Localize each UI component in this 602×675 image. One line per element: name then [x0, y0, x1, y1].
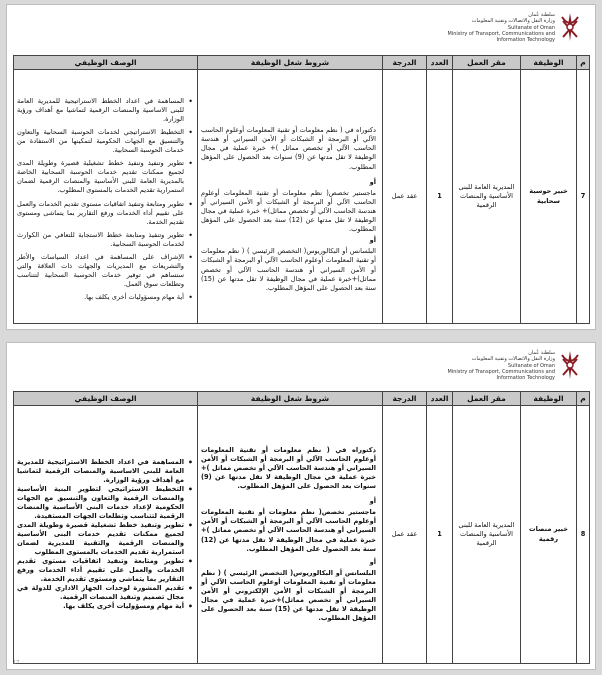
header-num: م	[577, 56, 590, 70]
job-title: خبير منصات رقمية	[521, 406, 577, 664]
oman-emblem-icon	[559, 349, 581, 383]
duties-list	[17, 97, 193, 303]
job-grade: عقد عمل	[383, 70, 427, 324]
job-number: 7	[577, 70, 590, 324]
document-page	[6, 342, 596, 670]
header-count: العدد	[427, 392, 453, 406]
list-item: • أية مهام ومسؤوليات أخرى يكلف بها.	[17, 293, 193, 302]
list-item: • المساهمة في اعداد الخطط الاستراتيجية للمديرية العامة للبنى الاساسية والمنصات الرقمية لتماشيا مع أهداف ورؤية الوزارة.	[17, 97, 193, 124]
list-item: • أية مهام ومسؤوليات أخرى يكلف بها.	[17, 602, 193, 611]
header-place: مقر العمل	[453, 56, 521, 70]
or-separator: أو	[369, 557, 376, 566]
table-header-row	[14, 56, 590, 70]
header-count: العدد	[427, 56, 453, 70]
ministry-logo	[331, 349, 581, 385]
page-number: 17	[13, 660, 20, 666]
job-conditions	[198, 406, 383, 664]
duties-list	[17, 458, 193, 611]
header-conditions: شروط شغل الوظيفة	[198, 56, 383, 70]
list-item: • تطوير ومتابعة وتنفيذ اتفاقيات مستوى تقديم الخدمات والعمل على تقييم أداء الخدمات ورفع التقارير بما يتماشى ومستوى تقديم الخدمة.	[17, 200, 193, 227]
or-separator: أو	[369, 497, 376, 506]
job-duties	[14, 406, 198, 664]
condition-bachelors: البلسانس أو البكالوريوس( التخصص الرئيسي ) ( نظم معلومات أو تقنية المعلومات أوعلوم الحاسب الآلي أو البرمجة أو الشبكات أو الأمن الإلكتروني أو الأمن السيراني أو تخصص مماثل)+خبرة عملية في مجال الوظيفة لا تقل مدتها عن (15) سنة بعد الحصول على المؤهل المطلوب.	[201, 568, 376, 623]
table-row	[14, 70, 590, 324]
condition-doctorate: دكتوراه في ( نظم معلومات أو تقنية المعلومات أوعلوم الحاسب الآلي أو البرمجة أو الشبكات أو الأمن السيراني أو هندسة الحاسب الآلي أو تخصص مماثل )+ خبرة عملية في مجال الوظيفة لا تقل مدتها عن (9) سنوات بعد الحصول على المؤهل المطلوب.	[201, 445, 376, 491]
condition-masters: ماجستير تخصص( نظم معلومات أو تقنية المعلومات أوعلوم الحاسب الآلي أو البرمجة أو الشبكات أو الأمن السيراني أو هندسة الحاسب الآلي أو تخصص مماثل )+ خبرة عملية في مجال الوظيفة لا تقل مدتها عن (12) سنة بعد الحصول على المؤهل المطلوب.	[201, 508, 376, 553]
page-header	[7, 343, 595, 387]
job-count: 1	[427, 406, 453, 664]
job-place: المديرية العامة للبنى الأساسية والمنصات الرقمية	[453, 70, 521, 324]
ministry-name-arabic: سلطنة عُمان وزارة النقل والاتصالات وتقنية المعلومات	[471, 350, 555, 363]
list-item: • تطوير وتنفيذ وتنفيذ خطط تشغيلية قصيرة وطويلة المدى لجميع ممكنات تقديم خدمات الحوسبة السحابية الخاصة بالمديرية العامة للبنى الأساسية والمنصات الرقمية لضمان استمرارية تقديم الخدمات بالمستوى المطلوب.	[17, 159, 193, 195]
list-item: • تطوير وتنفيذ خطط تشغيلية قصيرة وطويلة المدى لجميع ممكنات تقديم خدمات البنى الأساسية والمنصات الرقمية والتقنية للمديرية لضمان استمرارية تقديم الخدمات بالمستوى المطلوب	[17, 521, 193, 557]
list-item: • تقديم المشورة لوحدات الجهاز الاداري للدولة في مجال تصميم وتنفيذ المنصات الرقمية.	[17, 584, 193, 602]
condition-doctorate: دكتوراه في ( نظم معلومات أو تقنية المعلومات أوعلوم الحاسب الآلي أو البرمجة أو الشبكات أو الأمن السيراني أو هندسة الحاسب الآلي أو تخصص مماثل )+ خبرة عملية في مجال الوظيفة لا تقل مدتها عن (9) سنوات بعد الحصول على المؤهل المطلوب.	[201, 126, 376, 171]
list-item: • الإشراف على المساهمة في اعداد السياسات والأطر والتشريعات مع المديريات والجهات ذات العلاقة والتي ستساهم في توفير خدمات الحوسبة السحابية لتتناسب وتطلعات سوق العمل.	[17, 253, 193, 289]
document-page	[6, 4, 596, 330]
ministry-logo	[331, 11, 581, 47]
list-item: • تطوير وتنفيذ ومتابعة خطط الاستجابة للتعافي من الكوارث لخدمات الحوسبة السحابية.	[17, 231, 193, 249]
header-grade: الدرجة	[383, 56, 427, 70]
header-grade: الدرجة	[383, 392, 427, 406]
header-conditions: شروط شغل الوظيفة	[198, 392, 383, 406]
list-item: • التخطيط الاستراتيجي لخدمات الحوسبة السحابية والتعاون والتنسيق مع الجهات الحكومية لتمكينها من الاستفادة من خدمات الحوسبة السحابية.	[17, 128, 193, 155]
jobs-table	[13, 391, 590, 664]
ministry-name-english: Sultanate of Oman Ministry of Transport, Communications and Information Technology	[447, 362, 555, 382]
condition-bachelors: البلسانس أو البكالوريوس( التخصص الرئيسي ) ( نظم معلومات أو تقنية المعلومات أوعلوم الحاسب الآلي أو البرمجة أو الشبكات أو الأمن السيراني أو هندسة الحاسب الآلي أو تخصص مماثل)+خبرة عملية في مجال الوظيفة لا تقل مدتها عن (15) سنة بعد الحصول على المؤهل المطلوب.	[201, 247, 376, 292]
jobs-table	[13, 55, 590, 324]
job-duties	[14, 70, 198, 324]
job-count: 1	[427, 70, 453, 324]
page-header	[7, 5, 595, 49]
header-num: م	[577, 392, 590, 406]
ministry-name	[375, 350, 555, 381]
ministry-name-arabic: سلطنة عُمان وزارة النقل والاتصالات وتقنية المعلومات	[471, 12, 555, 25]
header-place: مقر العمل	[453, 392, 521, 406]
list-item: • تطوير ومتابعة وتنفيذ اتفاقيات مستوى تقديم الخدمات والعمل على تقييم أداء الخدمات ورفع التقارير بما يتماشى ومستوى تقديم الخدمة.	[17, 557, 193, 584]
table-header-row	[14, 392, 590, 406]
header-duties: الوصف الوظيفي	[14, 56, 198, 70]
list-item: • التخطيط الاستراتيجي لتطوير البنية الأساسية والمنصات الرقمية والتعاون والتنسيق مع الجهات الحكومية لإعداد خدمات البنى الأساسية والمنصات الرقمية لتتناسب وتطلعات الجهات المستفيدة.	[17, 485, 193, 521]
job-title: خبير حوسبة سحابية	[521, 70, 577, 324]
header-title: الوظيفة	[521, 56, 577, 70]
oman-emblem-icon	[559, 11, 581, 45]
header-title: الوظيفة	[521, 392, 577, 406]
job-grade: عقد عمل	[383, 406, 427, 664]
condition-masters: ماجستير تخصص( نظم معلومات أو تقنية المعلومات أوعلوم الحاسب الآلي أو البرمجة أو الشبكات أو الأمن السيراني أو هندسة الحاسب الآلي أو تخصص مماثل)+ خبرة عملية في مجال الوظيفة لا تقل مدتها عن (12) سنة بعد الحصول على المؤهل المطلوب.	[201, 188, 376, 234]
ministry-name-english: Sultanate of Oman Ministry of Transport, Communications and Information Technology	[447, 24, 555, 44]
job-number: 8	[577, 406, 590, 664]
or-separator: أو	[369, 177, 376, 186]
list-item: • المساهمة في اعداد الخطط الاستراتيجية للمديرية العامة للبنى الاساسية والمنصات الرقمية لتماشيا مع أهداف ورؤية الوزارة.	[17, 458, 193, 485]
or-separator: أو	[369, 236, 376, 245]
job-place: المديرية العامة للبنى الأساسية والمنصات الرقمية	[453, 406, 521, 664]
table-row	[14, 406, 590, 664]
header-duties: الوصف الوظيفي	[14, 392, 198, 406]
job-conditions	[198, 70, 383, 324]
ministry-name	[375, 12, 555, 43]
